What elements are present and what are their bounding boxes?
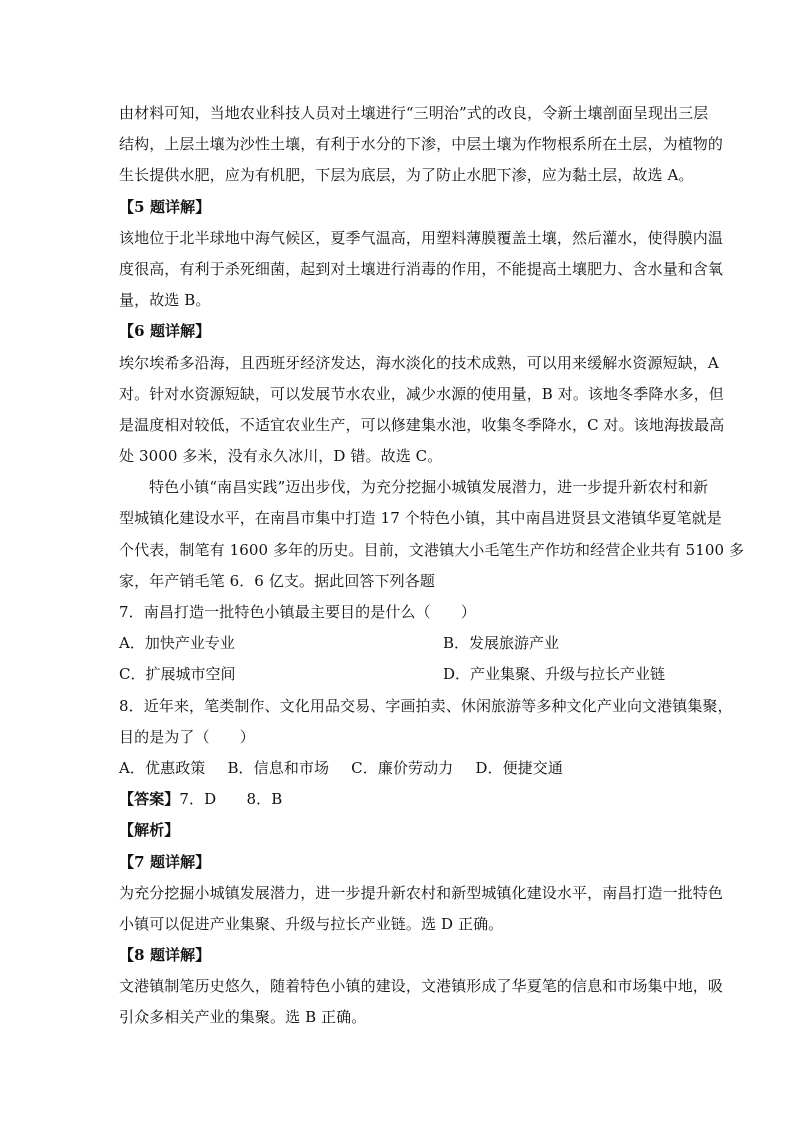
q5-line-1: 该地位于北半球地中海气候区，夏季气温高，用塑料薄膜覆盖土壤，然后灌水，使得膜内温 xyxy=(119,228,724,247)
q5-line-2: 度很高，有利于杀死细菌，起到对土壤进行消毒的作用，不能提高土壤肥力、含水量和含氧 xyxy=(119,259,724,278)
q8-option-a: A．优惠政策 xyxy=(119,758,206,777)
q8-stem-line-1: 8．近年来，笔类制作、文化用品交易、字画拍卖、休闲旅游等多种文化产业向文港镇集聚， xyxy=(119,696,733,715)
q8-detail-heading: 【8 题详解】 xyxy=(119,946,211,965)
q7-options-row-1 xyxy=(119,628,679,659)
material-line-4: 家，年产销毛笔 6．6 亿支。据此回答下列各题 xyxy=(119,571,435,590)
q7-detail-line-2: 小镇可以促进产业集聚、升级与拉长产业链。选 D 正确。 xyxy=(119,914,504,933)
q7-detail-line-1: 为充分挖掘小城镇发展潜力，进一步提升新农村和新型城镇化建设水平，南昌打造一批特色 xyxy=(119,883,724,902)
q5-line-3: 量，故选 B。 xyxy=(119,291,211,310)
material-paragraph xyxy=(119,472,745,597)
q8-options xyxy=(119,753,679,784)
q5-detail-heading: 【5 题详解】 xyxy=(119,197,211,216)
q8-option-b: B．信息和市场 xyxy=(227,758,330,777)
q8-option-d: D．便捷交通 xyxy=(475,758,563,777)
q6-line-1: 埃尔埃希多沿海，且西班牙经济发达，海水淡化的技术成熟，可以用来缓解水资源短缺，A xyxy=(119,353,719,372)
q6-detail-heading: 【6 题详解】 xyxy=(119,322,211,341)
answer-label: 【答案】 xyxy=(119,790,180,809)
document-body xyxy=(119,98,745,1034)
q8-option-c: C．廉价劳动力 xyxy=(351,758,454,777)
q8-detail-line-1: 文港镇制笔历史悠久，随着特色小镇的建设，文港镇形成了华夏笔的信息和市场集中地，吸 xyxy=(119,977,724,996)
q7-option-c: C．扩展城市空间 xyxy=(119,665,236,684)
q6-detail-paragraph xyxy=(119,348,725,473)
block1-line-3: 生长提供水肥，应为有机肥，下层为底层，为了防止水肥下渗，应为黏土层，故选 A。 xyxy=(119,166,694,185)
analysis-heading: 【解析】 xyxy=(119,821,180,840)
answer-line xyxy=(119,784,679,815)
q7-detail-paragraph xyxy=(119,878,724,940)
material-line-3: 个代表，制笔有 1600 多年的历史。目前，文港镇大小毛笔生产作坊和经营企业共有 5100 多 xyxy=(119,540,745,559)
q8-detail-paragraph xyxy=(119,971,724,1033)
q8-detail-line-2: 引众多相关产业的集聚。选 B 正确。 xyxy=(119,1008,367,1027)
q7-options-row-2 xyxy=(119,659,679,690)
q6-line-3: 是温度相对较低，不适宜农业生产，可以修建集水池，收集冬季降水，C 对。该地海拔最高 xyxy=(119,415,725,434)
q6-line-4: 处 3000 多米，没有永久冰川，D 错。故选 C。 xyxy=(119,447,443,466)
block1-paragraph xyxy=(119,98,724,192)
q7-option-d: D．产业集聚、升级与拉长产业链 xyxy=(443,665,666,684)
q7-option-a: A．加快产业专业 xyxy=(119,634,235,653)
q6-line-2: 对。针对水资源短缺，可以发展节水农业，减少水源的使用量，B 对。该地冬季降水多，但 xyxy=(119,384,724,403)
q7-detail-heading: 【7 题详解】 xyxy=(119,852,211,871)
q8-stem-line-2: 目的是为了（ ） xyxy=(119,727,255,746)
q5-detail-paragraph xyxy=(119,223,724,317)
q7-stem: 7．南昌打造一批特色小镇最主要目的是什么（ ） xyxy=(119,603,476,621)
material-line-2: 型城镇化建设水平，在南昌市集中打造 17 个特色小镇，其中南昌进贤县文港镇华夏笔就是 xyxy=(119,509,722,528)
block1-line-2: 结构，上层土壤为沙性土壤，有利于水分的下渗，中层土壤为作物根系所在土层，为植物的 xyxy=(119,135,724,154)
answer-value: 7．D 8．B xyxy=(179,790,283,809)
block1-line-1: 由材料可知，当地农业科技人员对土壤进行“三明治”式的改良，令新土壤剖面呈现出三层 xyxy=(119,104,709,122)
q7-option-b: B．发展旅游产业 xyxy=(443,634,560,653)
material-line-1: 特色小镇“南昌实践”迈出步伐，为充分挖掘小城镇发展潜力，进一步提升新农村和新 xyxy=(149,478,709,497)
